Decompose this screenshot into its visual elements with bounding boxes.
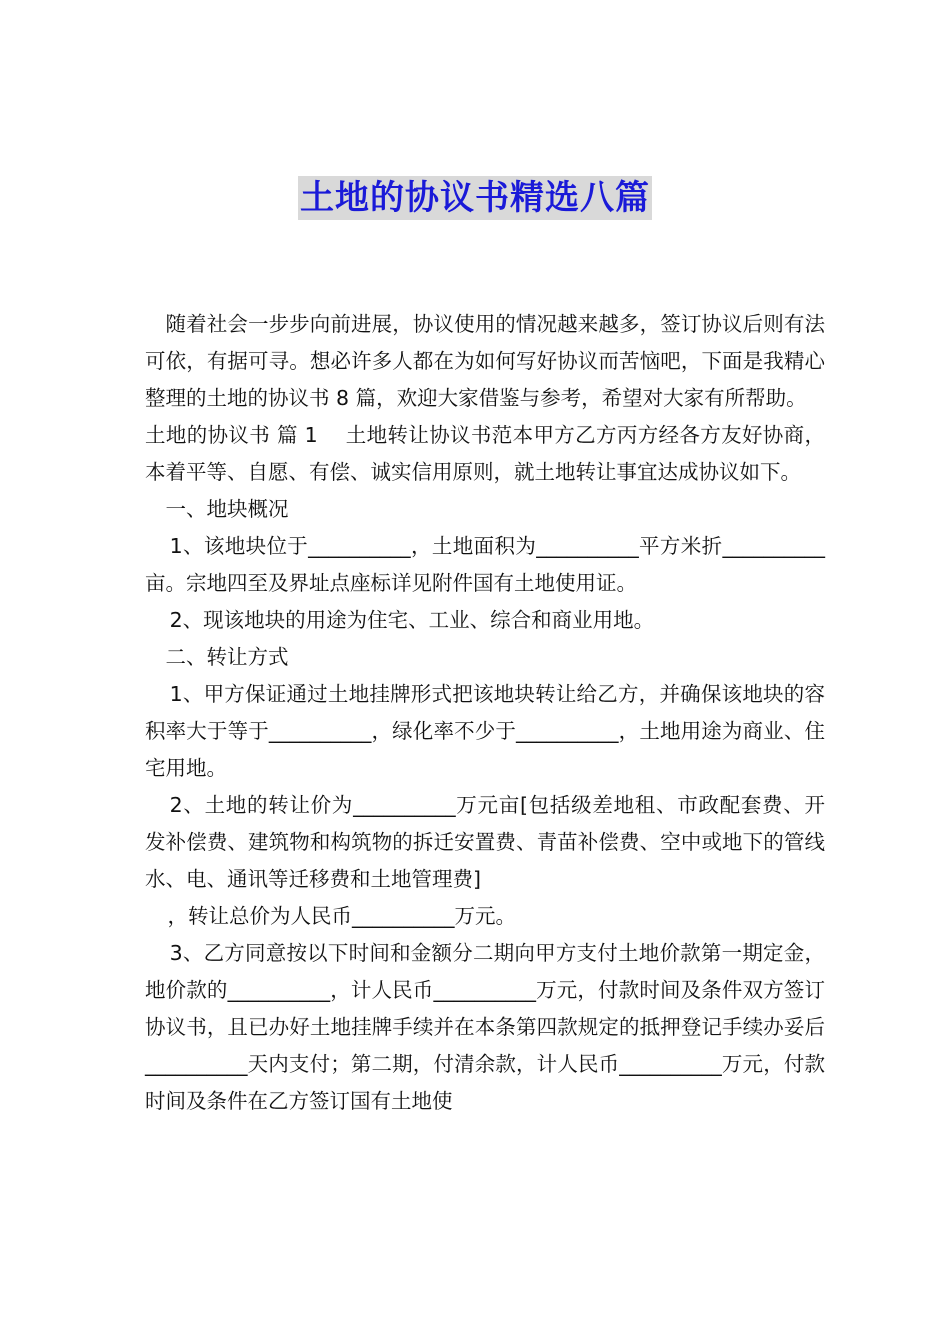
clause-payment-schedule: 3、乙方同意按以下时间和金额分二期向甲方支付土地价款第一期定金，地价款的__________，计人民币__________万元，付款时间及条件双方签订协议书，且已办好土地挂牌手续并在本条第四款规定的抵押登记手续办妥后__________天内支付；第二期，付清余款，计人民币__________万元，付款时间及条件在乙方签订国有土地使	[145, 941, 825, 1113]
section-heading-transfer-method: 二、转让方式	[165, 645, 289, 669]
clause-land-use: 2、现该地块的用途为住宅、工业、综合和商业用地。	[169, 608, 655, 632]
clause-location-area: 1、该地块位于__________，土地面积为__________平方米折__________亩。宗地四至及界址点座标详见附件国有土地使用证。	[145, 534, 825, 595]
document-body	[145, 306, 825, 1120]
agreement-heading-paragraph: 土地的协议书 篇 1 土地转让协议书范本甲方乙方丙方经各方友好协商，本着平等、自愿、有偿、诚实信用原则，就土地转让事宜达成协议如下。	[145, 423, 825, 484]
clause-total-price: ，转让总价为人民币__________万元。	[167, 904, 517, 928]
section-heading-land-overview: 一、地块概况	[165, 497, 289, 521]
clause-transfer-price: 2、土地的转让价为__________万元亩[包括级差地租、市政配套费、开发补偿费、建筑物和构筑物的拆迁安置费、青苗补偿费、空中或地下的管线水、电、通讯等迁移费和土地管理费]	[145, 793, 825, 891]
clause-transfer-guarantee: 1、甲方保证通过土地挂牌形式把该地块转让给乙方，并确保该地块的容积率大于等于__________，绿化率不少于__________，土地用途为商业、住宅用地。	[145, 682, 825, 780]
intro-paragraph: 随着社会一步步向前进展，协议使用的情况越来越多，签订协议后则有法可依，有据可寻。想必许多人都在为如何写好协议而苦恼吧，下面是我精心整理的土地的协议书 8 篇，欢迎大家借鉴与参考，希望对大家有所帮助。	[145, 312, 825, 410]
document-title: 土地的协议书精选八篇	[300, 178, 650, 218]
title-container	[0, 176, 950, 220]
